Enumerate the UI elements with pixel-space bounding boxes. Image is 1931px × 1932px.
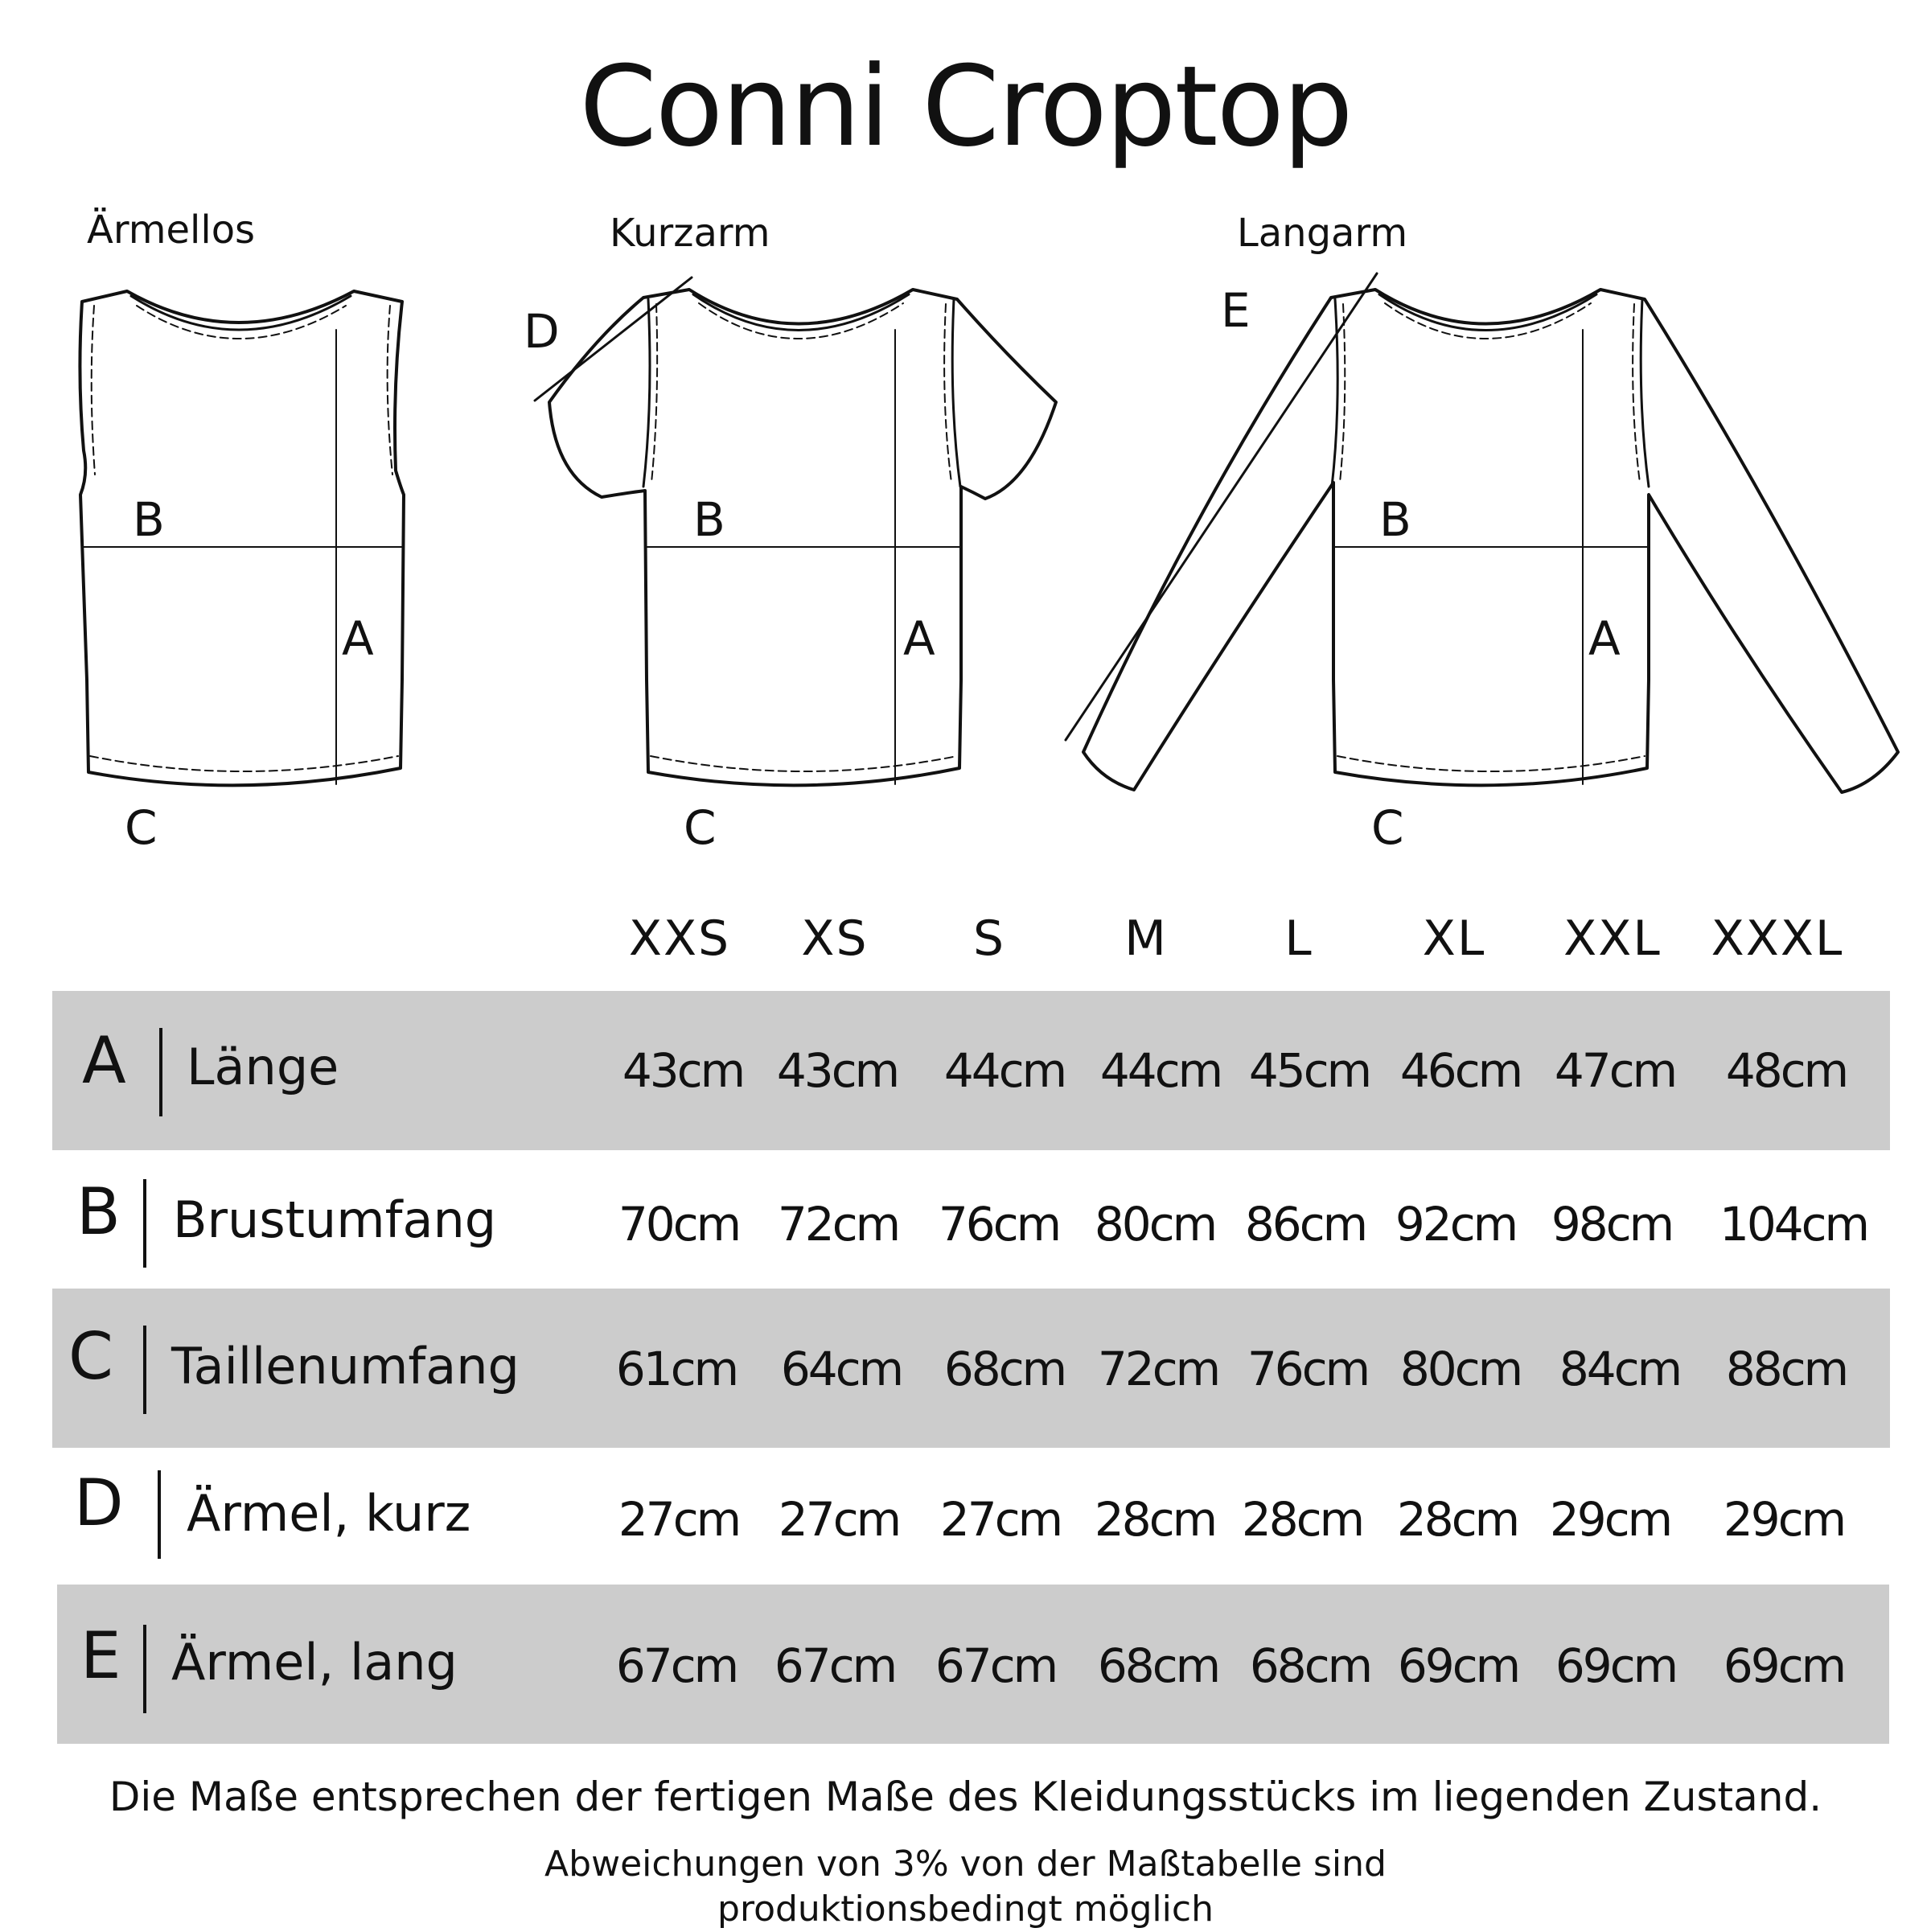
table-cell: 68cm [1249, 1638, 1371, 1693]
row-letter: C [68, 1319, 113, 1394]
row-letter: A [82, 1023, 126, 1098]
table-cell: 64cm [780, 1342, 902, 1396]
table-cell: 80cm [1399, 1342, 1522, 1396]
table-cell: 27cm [618, 1492, 740, 1547]
table-cell: 43cm [622, 1043, 744, 1098]
table-cell: 86cm [1244, 1197, 1366, 1252]
variant-label-short-sleeve: Kurzarm [610, 211, 770, 256]
size-header-cell: XL [1422, 911, 1486, 967]
sketch-marker-b: B [693, 492, 725, 547]
size-header-cell: XS [801, 911, 869, 967]
table-cell: 76cm [938, 1197, 1060, 1252]
table-cell: 43cm [776, 1043, 898, 1098]
size-header-cell: S [972, 911, 1006, 967]
garment-sketches [0, 0, 1931, 901]
table-cell: 80cm [1094, 1197, 1216, 1252]
row-divider [159, 1028, 162, 1116]
table-cell: 28cm [1241, 1492, 1363, 1547]
row-divider [158, 1470, 161, 1559]
size-header-cell: XXXL [1711, 911, 1844, 967]
long-sleeve-top-sketch [1066, 273, 1898, 792]
row-letter: B [76, 1174, 121, 1249]
variant-label-sleeveless: Ärmellos [87, 208, 256, 253]
row-letter: E [80, 1618, 121, 1693]
table-cell: 69cm [1555, 1638, 1677, 1693]
table-cell: 68cm [943, 1342, 1066, 1396]
table-cell: 88cm [1725, 1342, 1847, 1396]
row-label: Brustumfang [173, 1190, 497, 1249]
table-cell: 46cm [1399, 1043, 1522, 1098]
table-cell: 27cm [778, 1492, 900, 1547]
row-divider [143, 1179, 146, 1268]
row-label: Länge [187, 1038, 339, 1096]
short-sleeve-top-sketch [535, 277, 1056, 785]
sketch-marker-a: A [342, 611, 374, 666]
table-cell: 29cm [1723, 1492, 1845, 1547]
table-cell: 44cm [1099, 1043, 1222, 1098]
size-header-cell: M [1124, 911, 1168, 967]
row-letter: D [74, 1465, 124, 1540]
table-cell: 28cm [1396, 1492, 1518, 1547]
sketch-marker-b: B [133, 492, 165, 547]
table-cell: 84cm [1559, 1342, 1681, 1396]
table-cell: 72cm [777, 1197, 899, 1252]
row-label: Taillenumfang [171, 1337, 520, 1396]
table-cell: 47cm [1554, 1043, 1676, 1098]
row-label: Ärmel, kurz [187, 1484, 471, 1543]
table-cell: 68cm [1097, 1638, 1219, 1693]
tolerance-note-line1: Abweichungen von 3% von der Maßtabelle sind [544, 1844, 1387, 1885]
table-cell: 28cm [1094, 1492, 1216, 1547]
sketch-marker-c: C [1371, 800, 1404, 855]
table-cell: 45cm [1248, 1043, 1370, 1098]
table-cell: 69cm [1397, 1638, 1519, 1693]
table-cell: 76cm [1247, 1342, 1369, 1396]
table-cell: 61cm [615, 1342, 737, 1396]
sketch-marker-b: B [1379, 492, 1411, 547]
variant-label-long-sleeve: Langarm [1237, 211, 1408, 256]
table-cell: 27cm [939, 1492, 1062, 1547]
table-cell: 48cm [1725, 1043, 1847, 1098]
sleeveless-top-sketch [80, 291, 404, 785]
table-cell: 44cm [943, 1043, 1066, 1098]
size-header-cell: XXS [628, 911, 731, 967]
sketch-marker-a: A [1588, 611, 1621, 666]
table-cell: 92cm [1395, 1197, 1517, 1252]
table-cell: 72cm [1097, 1342, 1219, 1396]
table-cell: 67cm [615, 1638, 737, 1693]
sketch-marker-c: C [125, 800, 158, 855]
sketch-marker-e: E [1221, 283, 1251, 338]
sketch-marker-d: D [524, 304, 560, 359]
table-cell: 70cm [618, 1197, 740, 1252]
size-header-cell: XXL [1563, 911, 1662, 967]
size-header-cell: L [1284, 911, 1313, 967]
tolerance-note-line2: produktionsbedingt möglich [717, 1889, 1214, 1930]
sketch-marker-a: A [903, 611, 935, 666]
row-divider [143, 1625, 146, 1713]
row-label: Ärmel, lang [171, 1633, 458, 1692]
table-cell: 98cm [1551, 1197, 1673, 1252]
table-cell: 67cm [774, 1638, 896, 1693]
page-title: Conni Croptop [579, 42, 1352, 171]
measurement-note: Die Maße entsprechen der fertigen Maße des Kleidungsstücks im liegenden Zustand. [109, 1774, 1822, 1820]
table-cell: 67cm [935, 1638, 1057, 1693]
row-divider [143, 1326, 146, 1414]
table-cell: 104cm [1719, 1197, 1868, 1252]
table-cell: 69cm [1723, 1638, 1845, 1693]
sketch-marker-c: C [684, 800, 717, 855]
tolerance-note [0, 1842, 1931, 1932]
table-cell: 29cm [1549, 1492, 1671, 1547]
